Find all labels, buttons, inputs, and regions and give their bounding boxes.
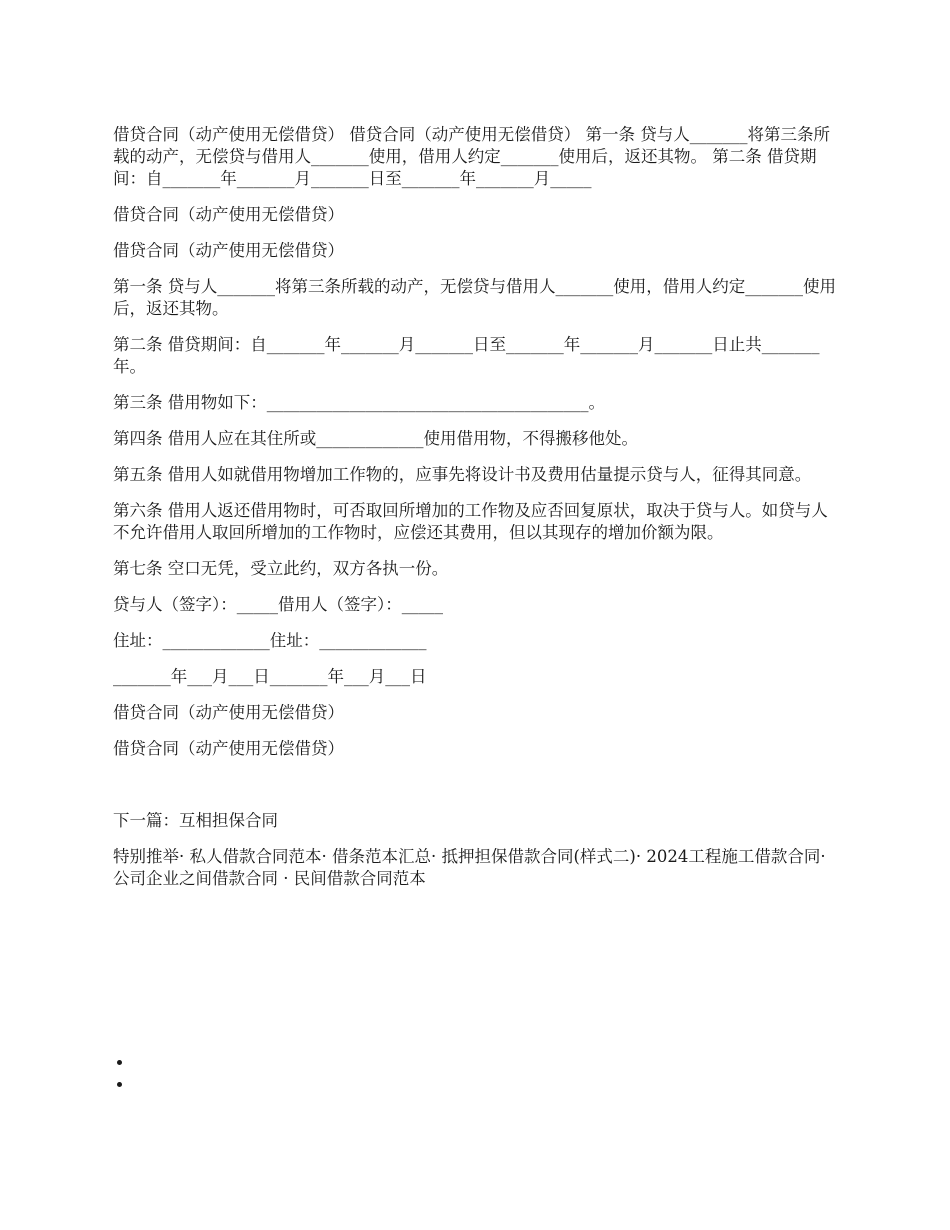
article-6: 第六条 借用人返还借用物时，可否取回所增加的工作物及应否回复原状，取决于贷与人。如贷与人不允许借用人取回所增加的工作物时，应偿还其费用，但以其现存的增加价额为限。 — [113, 501, 828, 542]
next-article-anchor[interactable]: 下一篇：互相担保合同 — [113, 811, 278, 830]
recommend-link-1[interactable]: 私人借款合同范本 — [189, 847, 322, 866]
article-5: 第五条 借用人如就借用物增加工作物的，应事先将设计书及费用估量提示贷与人，征得其同意。 — [113, 465, 812, 484]
recommend-separator: · — [431, 847, 442, 866]
recommend-list — [113, 846, 843, 890]
article-4: 第四条 借用人应在其住所或_____________使用借用物，不得搬移他处。 — [113, 429, 638, 448]
article-7: 第七条 空口无凭，受立此约，双方各执一份。 — [113, 559, 449, 578]
document-body — [113, 124, 843, 904]
recommend-separator: · — [278, 869, 294, 888]
signature-line: 贷与人（签字）：_____借用人（签字）：_____ — [113, 595, 443, 614]
contract-title: 借贷合同（动产使用无偿借贷） — [113, 205, 344, 224]
recommend-link-6[interactable]: 民间借款合同范本 — [293, 869, 426, 888]
recommend-link-2[interactable]: 借条范本汇总 — [332, 847, 431, 866]
next-article-link[interactable] — [113, 810, 843, 832]
empty-bullet-list — [120, 1052, 134, 1096]
recommend-link-4[interactable]: 2024工程施工借款合同 — [646, 847, 821, 866]
document-summary: 借贷合同（动产使用无偿借贷） 借贷合同（动产使用无偿借贷） 第一条 贷与人_______将第三条所载的动产，无偿贷与借用人_______使用，借用人约定_______使用后，返还其物。 第二条 借贷期间：自_______年_______月_______日至_______年_______月_____ — [113, 125, 830, 188]
footer-title-2: 借贷合同（动产使用无偿借贷） — [113, 739, 344, 758]
recommend-link-5[interactable]: 公司企业之间借款合同 — [113, 869, 278, 888]
address-line: 住址：_____________住址：_____________ — [113, 631, 427, 650]
recommend-separator: · — [635, 847, 647, 866]
contract-subtitle: 借贷合同（动产使用无偿借贷） — [113, 241, 344, 260]
article-1: 第一条 贷与人_______将第三条所载的动产，无偿贷与借用人_______使用，借用人约定_______使用后，返还其物。 — [113, 277, 836, 318]
footer-title-1: 借贷合同（动产使用无偿借贷） — [113, 703, 344, 722]
recommend-separator: · — [820, 847, 826, 866]
recommend-separator: · — [321, 847, 332, 866]
article-3: 第三条 借用物如下：_______________________________________。 — [113, 393, 605, 412]
section-spacer — [113, 774, 843, 810]
recommend-link-3[interactable]: 抵押担保借款合同(样式二) — [441, 847, 636, 866]
recommend-prefix: 特别推举· — [113, 847, 190, 866]
date-line: _______年___月___日_______年___月___日 — [113, 667, 427, 686]
article-2: 第二条 借贷期间：自_______年_______月_______日至_______年_______月_______日止共_______年。 — [113, 335, 820, 376]
